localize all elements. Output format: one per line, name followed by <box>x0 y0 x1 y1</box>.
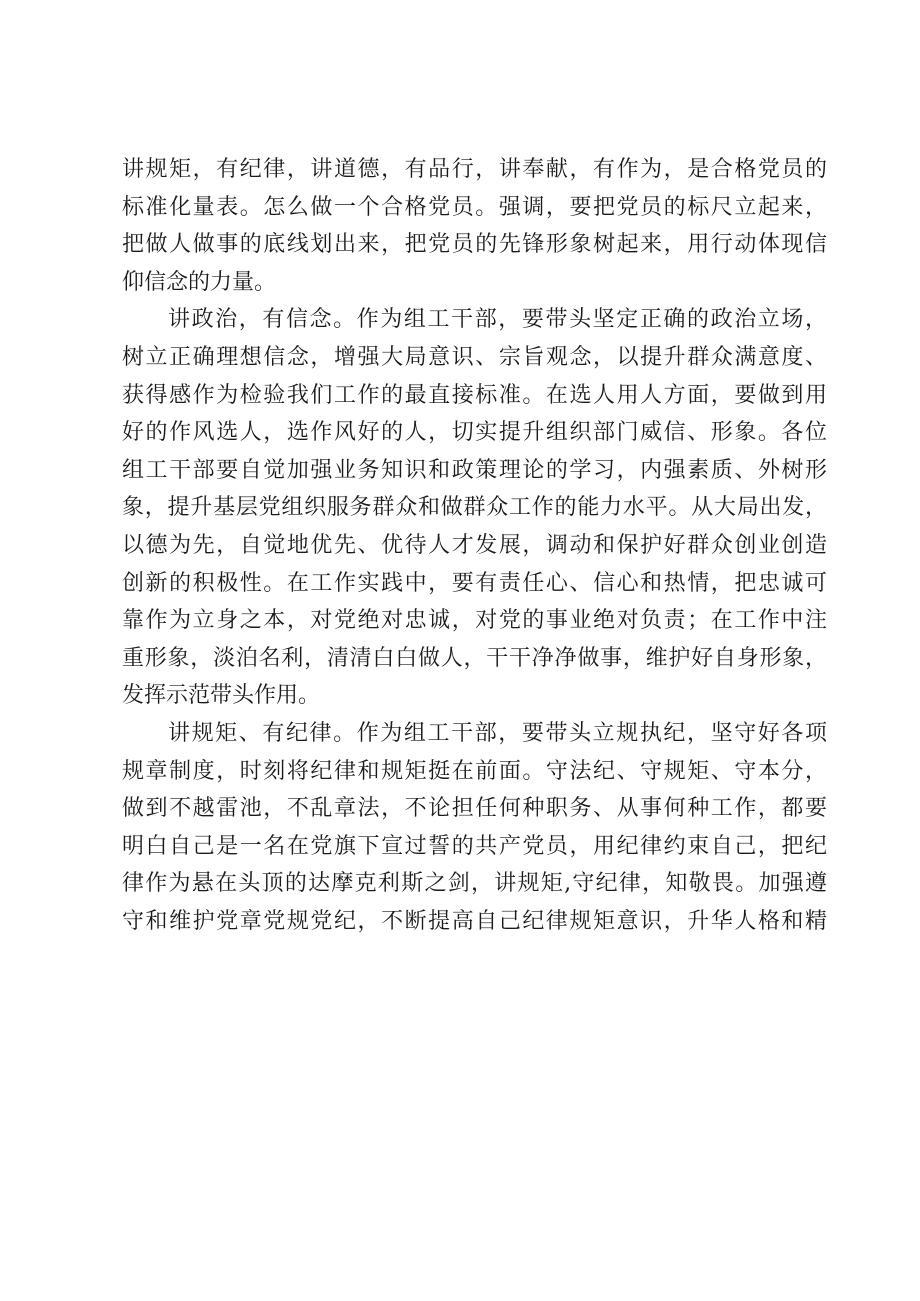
paragraph-3-line-2: 规章制度，时刻将纪律和规矩挺在前面。守法纪、守规矩、守本分， <box>122 758 827 784</box>
paragraph-3-line-3: 做到不越雷池，不乱章法，不论担任何种职务、从事何种工作，都要 <box>122 796 827 822</box>
paragraph-2-line-2: 树立正确理想信念，增强大局意识、宗旨观念，以提升群众满意度、 <box>122 344 827 370</box>
paragraph-3-line-4: 明白自己是一名在党旗下宣过誓的共产党员，用纪律约束自己，把纪 <box>122 833 827 859</box>
paragraph-2-line-5: 组工干部要自觉加强业务知识和政策理论的学习，内强素质、外树形 <box>122 457 827 483</box>
paragraph-2-line-10: 重形象，淡泊名利，清清白白做人，干干净净做事，维护好自身形象， <box>122 645 827 671</box>
paragraph-2-line-9: 靠作为立身之本，对党绝对忠诚，对党的事业绝对负责；在工作中注 <box>122 608 827 634</box>
paragraph-2-line-11: 发挥示范带头作用。 <box>122 683 321 709</box>
paragraph-3-line-5: 律作为悬在头顶的达摩克利斯之剑，讲规矩,守纪律，知敬畏。加强遵 <box>122 871 827 897</box>
paragraph-1-line-1: 讲规矩，有纪律，讲道德，有品行，讲奉献，有作为，是合格党员的 <box>122 157 827 182</box>
paragraph-1-line-4: 仰信念的力量。 <box>122 269 277 295</box>
paragraph-3-line-1: 讲规矩、有纪律。作为组工干部，要带头立规执纪，坚守好各项 <box>168 720 827 746</box>
paragraph-1-line-2: 标准化量表。怎么做一个合格党员。强调，要把党员的标尺立起来， <box>122 194 827 220</box>
paragraph-2-line-6: 象，提升基层党组织服务群众和做群众工作的能力水平。从大局出发， <box>122 495 827 521</box>
paragraph-2-line-4: 好的作风选人，选作风好的人，切实提升组织部门威信、形象。各位 <box>122 420 827 446</box>
paragraph-2-line-7: 以德为先，自觉地优先、优待人才发展，调动和保护好群众创业创造 <box>122 532 827 558</box>
paragraph-2-line-3: 获得感作为检验我们工作的最直接标准。在选人用人方面，要做到用 <box>122 382 827 408</box>
paragraph-3-line-6: 守和维护党章党规党纪，不断提高自己纪律规矩意识，升华人格和精 <box>122 908 827 934</box>
paragraph-1-line-3: 把做人做事的底线划出来，把党员的先锋形象树起来，用行动体现信 <box>122 232 827 258</box>
paragraph-2-line-1: 讲政治，有信念。作为组工干部，要带头坚定正确的政治立场， <box>168 307 827 333</box>
paragraph-2-line-8: 创新的积极性。在工作实践中，要有责任心、信心和热情，把忠诚可 <box>122 570 827 596</box>
document-body <box>122 151 827 940</box>
